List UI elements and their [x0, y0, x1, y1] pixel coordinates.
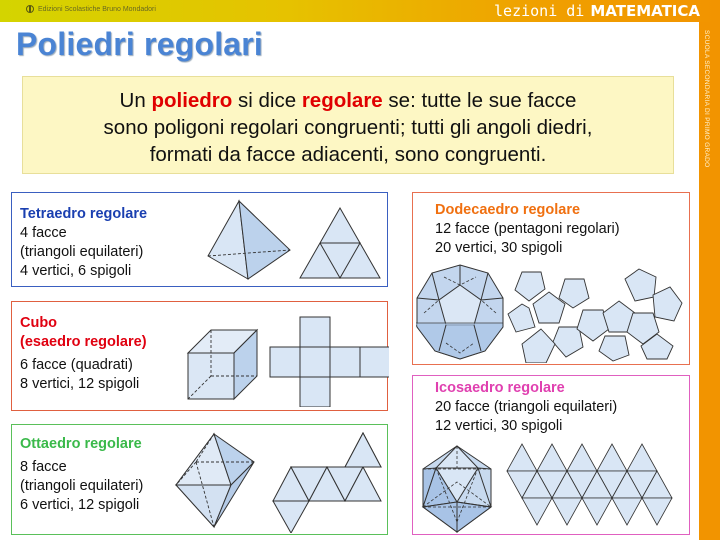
card-text	[20, 205, 147, 281]
solid-detail: 8 facce	[20, 459, 67, 475]
page-title: Poliedri regolari	[16, 26, 264, 62]
def-text: Un	[119, 89, 152, 112]
definition-line-1	[23, 87, 673, 114]
card-icosaedro	[412, 375, 690, 535]
school-level-label: SCUOLA SECONDARIA DI PRIMO GRADO	[703, 30, 710, 168]
term-poliedro: poliedro	[151, 89, 233, 112]
def-text: se: tutte le sue facce	[382, 89, 577, 112]
publisher-name: Edizioni Scolastiche Bruno Mondadori	[38, 5, 156, 13]
solid-name: Icosaedro regolare	[435, 380, 565, 396]
solid-detail: 6 facce (quadrati)	[20, 357, 133, 373]
solid-detail: (triangoli equilateri)	[20, 244, 144, 260]
card-text	[435, 201, 620, 258]
solid-detail: 20 facce (triangoli equilateri)	[435, 399, 618, 415]
solid-detail: 12 vertici, 30 spigoli	[435, 418, 563, 434]
solid-detail: 12 facce (pentagoni regolari)	[435, 221, 620, 237]
card-dodecaedro	[412, 192, 690, 365]
solid-detail: 8 vertici, 12 spigoli	[20, 376, 140, 392]
series-title	[494, 2, 700, 20]
cube-figure	[184, 307, 389, 407]
solid-name: Dodecaedro regolare	[435, 202, 581, 218]
publisher-logo-icon	[26, 5, 34, 13]
tetrahedron-figure	[193, 196, 393, 286]
publisher	[26, 5, 156, 13]
card-tetraedro	[11, 192, 388, 287]
solid-name: Tetraedro regolare	[20, 206, 148, 222]
solid-detail: 4 vertici, 6 spigoli	[20, 263, 132, 279]
solid-name: Ottaedro regolare	[20, 436, 142, 452]
card-ottaedro	[11, 424, 388, 535]
definition-box	[22, 76, 674, 174]
header-bar	[0, 0, 720, 22]
card-cubo	[11, 301, 388, 411]
solid-detail: 6 vertici, 12 spigoli	[20, 497, 140, 513]
definition-line-3: formati da facce adiacenti, sono congruenti.	[149, 143, 547, 166]
card-text	[20, 314, 147, 394]
def-text: si dice	[232, 89, 302, 112]
card-text	[435, 379, 617, 436]
solid-detail: 20 vertici, 30 spigoli	[435, 240, 563, 256]
solid-name: Cubo	[20, 315, 58, 331]
term-regolare: regolare	[301, 89, 383, 112]
definition-line-2: sono poligoni regolari congruenti; tutti gli angoli diedri,	[103, 116, 593, 139]
solid-detail: 4 facce	[20, 225, 67, 241]
solid-detail: (triangoli equilateri)	[20, 478, 144, 494]
dodecahedron-figure	[416, 263, 688, 363]
icosahedron-figure	[421, 440, 689, 534]
series-subject: MATEMATICA	[590, 2, 700, 20]
card-text	[20, 435, 143, 515]
octahedron-figure	[174, 429, 388, 533]
series-prefix: lezioni di	[494, 2, 585, 20]
solid-name-alt: (esaedro regolare)	[20, 334, 147, 350]
